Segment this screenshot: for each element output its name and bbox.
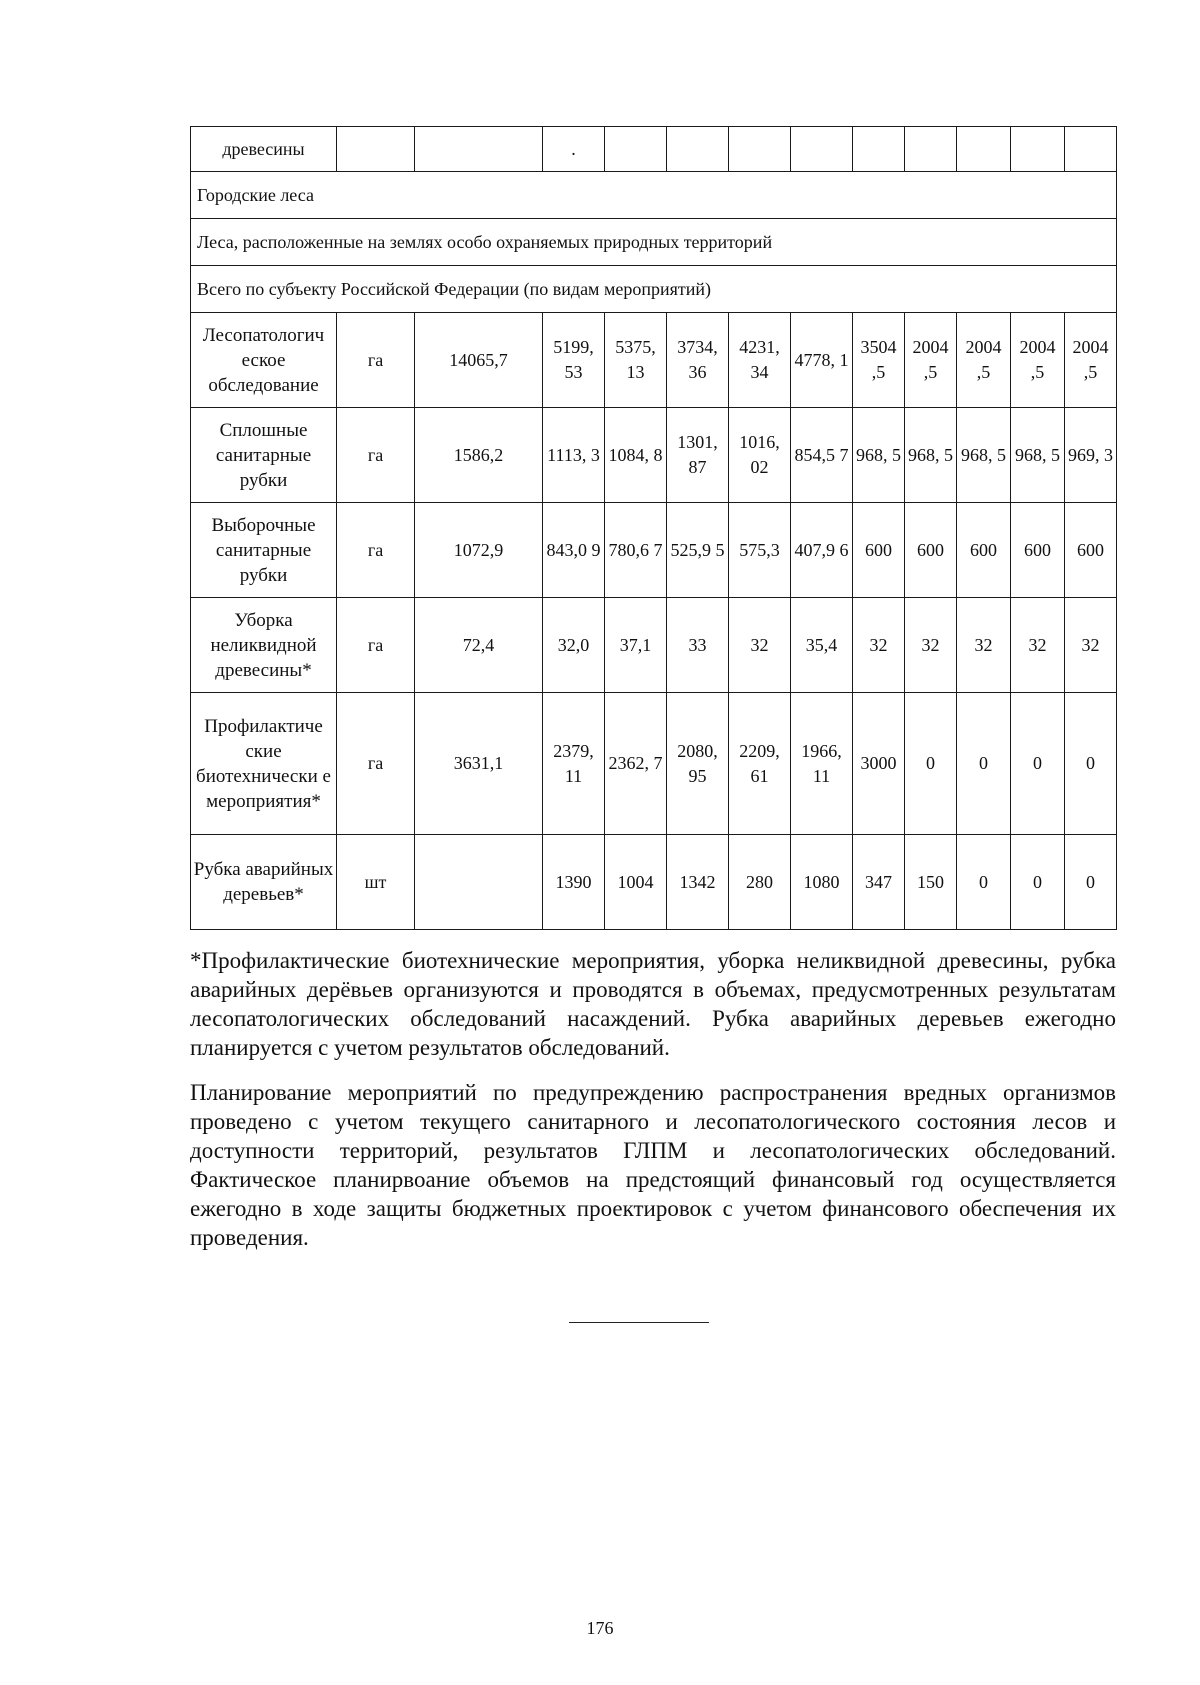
table-cell [729, 127, 791, 172]
value-cell: 3734, 36 [667, 313, 729, 408]
value-cell: 150 [905, 835, 957, 930]
total-cell: 1072,9 [415, 503, 543, 598]
row-name-cell: Выборочные санитарные рубки [191, 503, 337, 598]
value-cell: 32 [905, 598, 957, 693]
value-cell: 1113, 3 [543, 408, 605, 503]
table-cell [605, 127, 667, 172]
value-cell: 575,3 [729, 503, 791, 598]
value-cell: 2209, 61 [729, 693, 791, 835]
total-cell: 72,4 [415, 598, 543, 693]
value-cell: 600 [905, 503, 957, 598]
table-row [191, 598, 1117, 693]
value-cell: 1016, 02 [729, 408, 791, 503]
table-cell [791, 127, 853, 172]
value-cell: 780,6 7 [605, 503, 667, 598]
row-name-cell: древесины [191, 127, 337, 172]
section-divider [569, 1322, 709, 1323]
row-name-cell: Рубка аварийных деревьев* [191, 835, 337, 930]
value-cell: 600 [853, 503, 905, 598]
value-cell: 32 [957, 598, 1011, 693]
value-cell: 0 [957, 835, 1011, 930]
value-cell: 2080, 95 [667, 693, 729, 835]
value-cell: 0 [1065, 693, 1117, 835]
table-cell [415, 127, 543, 172]
table-cell [667, 127, 729, 172]
value-cell: 525,9 5 [667, 503, 729, 598]
table-row [191, 503, 1117, 598]
value-cell: 32,0 [543, 598, 605, 693]
row-name-cell: Уборка неликвидной древесины* [191, 598, 337, 693]
value-cell: 0 [1065, 835, 1117, 930]
unit-cell: га [337, 313, 415, 408]
table-cell [853, 127, 905, 172]
value-cell: 407,9 6 [791, 503, 853, 598]
value-cell: 968, 5 [1011, 408, 1065, 503]
row-name-cell: Профилактиче ские биотехнически е мероприятия* [191, 693, 337, 835]
body-paragraph: Планирование мероприятий по предупреждению распространения вредных организмов проведено с учетом текущего санитарного и лесопатологического состояния лесов и доступности территорий, результатов ГЛПМ и лесопатологических обследований. Фактическое планирвоание объемов на предстоящий финансовый год осуществляется ежегодно в ходе защиты бюджетных проектировок с учетом финансового обеспечения их проведения. [190, 1080, 1116, 1250]
value-cell: 2004 ,5 [957, 313, 1011, 408]
value-cell: 600 [1011, 503, 1065, 598]
section-row [191, 266, 1117, 313]
value-cell: 1301, 87 [667, 408, 729, 503]
table-cell [1065, 127, 1117, 172]
value-cell: 968, 5 [905, 408, 957, 503]
value-cell: 2362, 7 [605, 693, 667, 835]
value-cell: 3504 ,5 [853, 313, 905, 408]
value-cell: 1004 [605, 835, 667, 930]
value-cell: 37,1 [605, 598, 667, 693]
value-cell: 968, 5 [853, 408, 905, 503]
value-cell: 0 [1011, 693, 1065, 835]
value-cell: 32 [1065, 598, 1117, 693]
value-cell: 33 [667, 598, 729, 693]
value-cell: 2004 ,5 [1065, 313, 1117, 408]
table-row [191, 835, 1117, 930]
value-cell: 347 [853, 835, 905, 930]
total-cell: 3631,1 [415, 693, 543, 835]
unit-cell: га [337, 598, 415, 693]
table-row [191, 127, 1117, 172]
value-cell: 600 [957, 503, 1011, 598]
section-label-protected-areas: Леса, расположенные на землях особо охраняемых природных территорий [191, 219, 1117, 266]
value-cell: 0 [1011, 835, 1065, 930]
table-row [191, 693, 1117, 835]
table-cell [905, 127, 957, 172]
value-cell: 2004 ,5 [1011, 313, 1065, 408]
page-number: 176 [586, 1618, 614, 1638]
total-cell [415, 835, 543, 930]
table-cell [1011, 127, 1065, 172]
value-cell: 4778, 1 [791, 313, 853, 408]
footnote-text: *Профилактические биотехнические мероприятия, уборка неликвидной древесины, рубка аварийных дерёвьев организуются и проводятся в объемах, предусмотренных результатам лесопатологических обследований насаждений. Рубка аварийных деревьев ежегодно планируется с учетом результатов обследований. [190, 948, 1116, 1060]
table-cell: . [543, 127, 605, 172]
value-cell: 32 [1011, 598, 1065, 693]
value-cell: 0 [905, 693, 957, 835]
forest-protection-table-container [190, 126, 1116, 930]
table-cell [337, 127, 415, 172]
table-cell [957, 127, 1011, 172]
row-name-cell: Лесопатологич еское обследование [191, 313, 337, 408]
unit-cell: шт [337, 835, 415, 930]
unit-cell: га [337, 503, 415, 598]
value-cell: 1966, 11 [791, 693, 853, 835]
value-cell: 968, 5 [957, 408, 1011, 503]
value-cell: 3000 [853, 693, 905, 835]
unit-cell: га [337, 408, 415, 503]
table-row [191, 313, 1117, 408]
section-row [191, 219, 1117, 266]
value-cell: 35,4 [791, 598, 853, 693]
value-cell: 843,0 9 [543, 503, 605, 598]
value-cell: 5199, 53 [543, 313, 605, 408]
value-cell: 854,5 7 [791, 408, 853, 503]
unit-cell: га [337, 693, 415, 835]
value-cell: 969, 3 [1065, 408, 1117, 503]
value-cell: 0 [957, 693, 1011, 835]
total-cell: 1586,2 [415, 408, 543, 503]
value-cell: 2379, 11 [543, 693, 605, 835]
value-cell: 32 [729, 598, 791, 693]
value-cell: 1390 [543, 835, 605, 930]
row-name-cell: Сплошные санитарные рубки [191, 408, 337, 503]
value-cell: 4231, 34 [729, 313, 791, 408]
forest-protection-table [190, 126, 1117, 930]
section-row [191, 172, 1117, 219]
value-cell: 1084, 8 [605, 408, 667, 503]
total-cell: 14065,7 [415, 313, 543, 408]
value-cell: 5375, 13 [605, 313, 667, 408]
value-cell: 600 [1065, 503, 1117, 598]
value-cell: 1342 [667, 835, 729, 930]
value-cell: 2004 ,5 [905, 313, 957, 408]
table-row [191, 408, 1117, 503]
section-label-subject-total: Всего по субъекту Российской Федерации (по видам мероприятий) [191, 266, 1117, 313]
value-cell: 1080 [791, 835, 853, 930]
section-label-city-forests: Городские леса [191, 172, 1117, 219]
value-cell: 280 [729, 835, 791, 930]
value-cell: 32 [853, 598, 905, 693]
